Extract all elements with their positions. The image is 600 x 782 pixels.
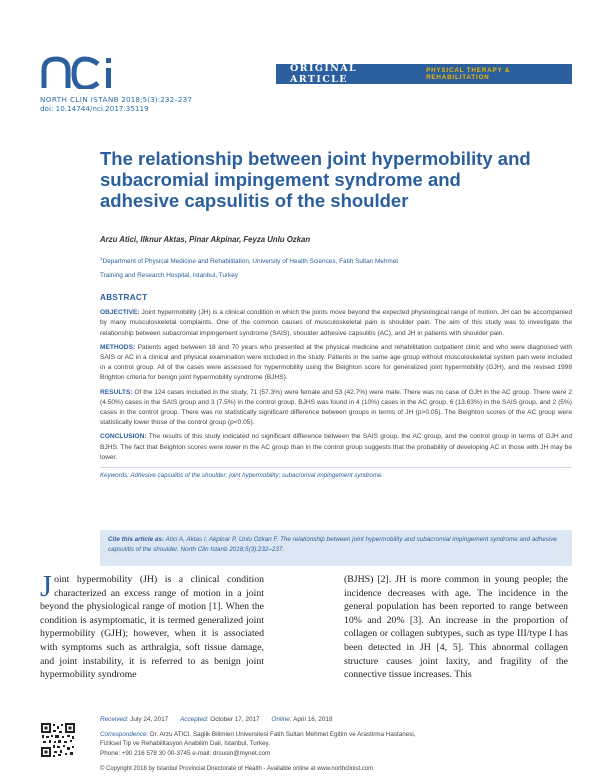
body-text-1: oint hypermobility (JH) is a clinical condition characterized an excess range of motion in a joint beyond the physiological range of motion [1]. When the condition is asymptomatic, it is termed generalized joint hypermobility (GJH); however, when it is associated with symptoms such as arthralgia, soft tissue damage, and joint instability, it is referred to as benign joint hypermobility syndrome xyxy=(40,574,264,681)
correspondence xyxy=(100,730,570,758)
abstract-heading: ABSTRACT xyxy=(100,293,148,302)
abstract-conclusion xyxy=(100,432,572,463)
affiliation-line-1: Department of Physical Medicine and Rehabilitation, University of Health Sciences, Fatih Sultan Mehmet xyxy=(102,258,399,266)
journal-logo xyxy=(40,55,132,89)
article-title: The relationship between joint hypermobility and subacromial impingement syndrome and adhesive capsulitis of the shoulder xyxy=(100,148,531,211)
cite-box xyxy=(100,530,572,566)
drop-cap: J xyxy=(40,568,53,603)
online-date: April 16, 2018 xyxy=(293,716,333,723)
received-date: July 24, 2017 xyxy=(130,716,169,723)
affiliation-line-2: Training and Research Hospital, Istanbul, Turkey xyxy=(100,272,238,280)
journal-citation: 2018;5(3):232–237 xyxy=(121,95,192,104)
article-type: ORIGINAL ARTICLE xyxy=(290,63,358,85)
objective-text: Joint hypermobility (JH) is a clinical condition in which the joints move beyond the expected physiological range of motion. JH can be accompanied by many musculoskeletal complaints. One of the common causes of musculoskeletal pain is shoulder pain. The aim of this study was to investigate the relationship between subacromial impingement syndrome (SAIS), shoulder adhesive capsulitis (AC), and JH in patients with shoulder pain. xyxy=(100,309,572,337)
objective-label: OBJECTIVE: xyxy=(100,309,140,317)
correspondence-line-1: Dr. Arzu ATICI. Saglik Bilimleri Universitesi Fatih Sultan Mehmet Egitim ve Arastirma Hastanesi, xyxy=(148,731,416,738)
accepted-date: October 17, 2017 xyxy=(210,716,260,723)
abstract-methods xyxy=(100,343,572,384)
methods-label: METHODS: xyxy=(100,343,136,351)
affiliation xyxy=(100,252,520,283)
abstract-results xyxy=(100,388,572,429)
article-section: PHYSICAL THERAPY & REHABILITATION xyxy=(426,67,511,81)
keywords: Keywords: Adhesive capsulitis of the shoulder; joint hypermobility; subacromial impingement syndrome. xyxy=(100,467,572,481)
body-column-1 xyxy=(40,568,264,682)
results-text: Of the 124 cases included in the study, 71 (57.3%) were female and 53 (42.7%) were male. There was no case of GJH in the AC group. There were 2 (4.50%) cases in the SAIS group and 3 (7.5%) in the control group. BJHS was found in 4 (10%) cases in the AC group, 6 (13.63%) in the SAIS group, and 2 (5%) cases in the control group. There was no statistically significant difference between groups in terms of JH (p>0.05). The Beighton scores of the AC group were statistically lower those of the control group (p<0.05). xyxy=(100,388,572,427)
abstract-block xyxy=(100,293,572,485)
correspondence-label: Correspondence: xyxy=(100,731,149,738)
nci-logo-icon xyxy=(40,55,132,89)
author-list: Arzu Atici, Ilknur Aktas, Pinar Akpinar, Feyza Unlu Ozkan xyxy=(100,235,311,244)
journal-citation-line xyxy=(40,95,192,104)
affiliation-marker: 1 xyxy=(100,256,103,261)
qr-code-icon xyxy=(40,722,76,758)
doi: doi: 10.14744/nci.2017.35119 xyxy=(40,104,149,113)
accepted-label: Accepted: xyxy=(180,716,209,723)
methods-text: Patients aged between 18 and 70 years who presented at the physical medicine and rehabilitation outpatient clinic and who were diagnosed with SAIS or AC in a clinical and physical examination were included in the study. Patients in the same age group without musculoskeletal system pain were included in a control group. All of the cases were assessed for hypermobility using the Beighton score for generalized joint hypermobility (GJH), and the revised 1998 Brighton criteria for benign joint hypermobility syndrome (BJHS). xyxy=(100,343,572,382)
conclusion-text: The results of this study indicated no significant difference between the SAIS group, the AC group, and the control group in terms of GJH and BJHS. The fact that Beighton scores were lower in the AC group than in the control group suggests that the probability of developing AC in those with JH may be lower. xyxy=(100,433,572,461)
journal-name: NORTH CLIN ISTANB xyxy=(40,95,119,104)
cite-text: Atici A, Aktas I, Akpinar P, Unlu Ozkan F. The relationship between joint hypermobility and subacromial impingement syndrome and adhesive capsulitis of the shoulder. North Clin Istanb 2018;5(3):232–237. xyxy=(108,536,557,553)
body-column-2: (BJHS) [2]. JH is more common in young people; the incidence decreases with age. The incidence in the general population has been reported to range between 10% and 20% [3]. An increase in the proportion of collagen or collagen subtypes, such as type III/type I has been detected in JH [4, 5]. This abnormal collagen structure causes joint laxity, and fragility of the connective tissue increases. This xyxy=(344,574,568,681)
conclusion-label: CONCLUSION: xyxy=(100,433,147,441)
cite-label: Cite this article as: xyxy=(108,536,164,543)
article-type-bar xyxy=(276,64,572,84)
article-dates xyxy=(100,716,343,723)
correspondence-line-2: Fiziksel Tip ve Rehabilitasyon Anabilim Dali, Istanbul, Turkey. xyxy=(100,740,270,748)
copyright-notice: © Copyright 2018 by Istanbul Provincial Directorate of Health - Available online at www.northclinist.com xyxy=(100,766,374,772)
abstract-objective xyxy=(100,308,572,339)
received-label: Received: xyxy=(100,716,129,723)
online-label: Online: xyxy=(271,716,292,723)
correspondence-line-3: Phone: +90 216 578 30 00-3745 e-mail: drsusin@mynet.com xyxy=(100,749,271,757)
results-label: RESULTS: xyxy=(100,388,133,396)
